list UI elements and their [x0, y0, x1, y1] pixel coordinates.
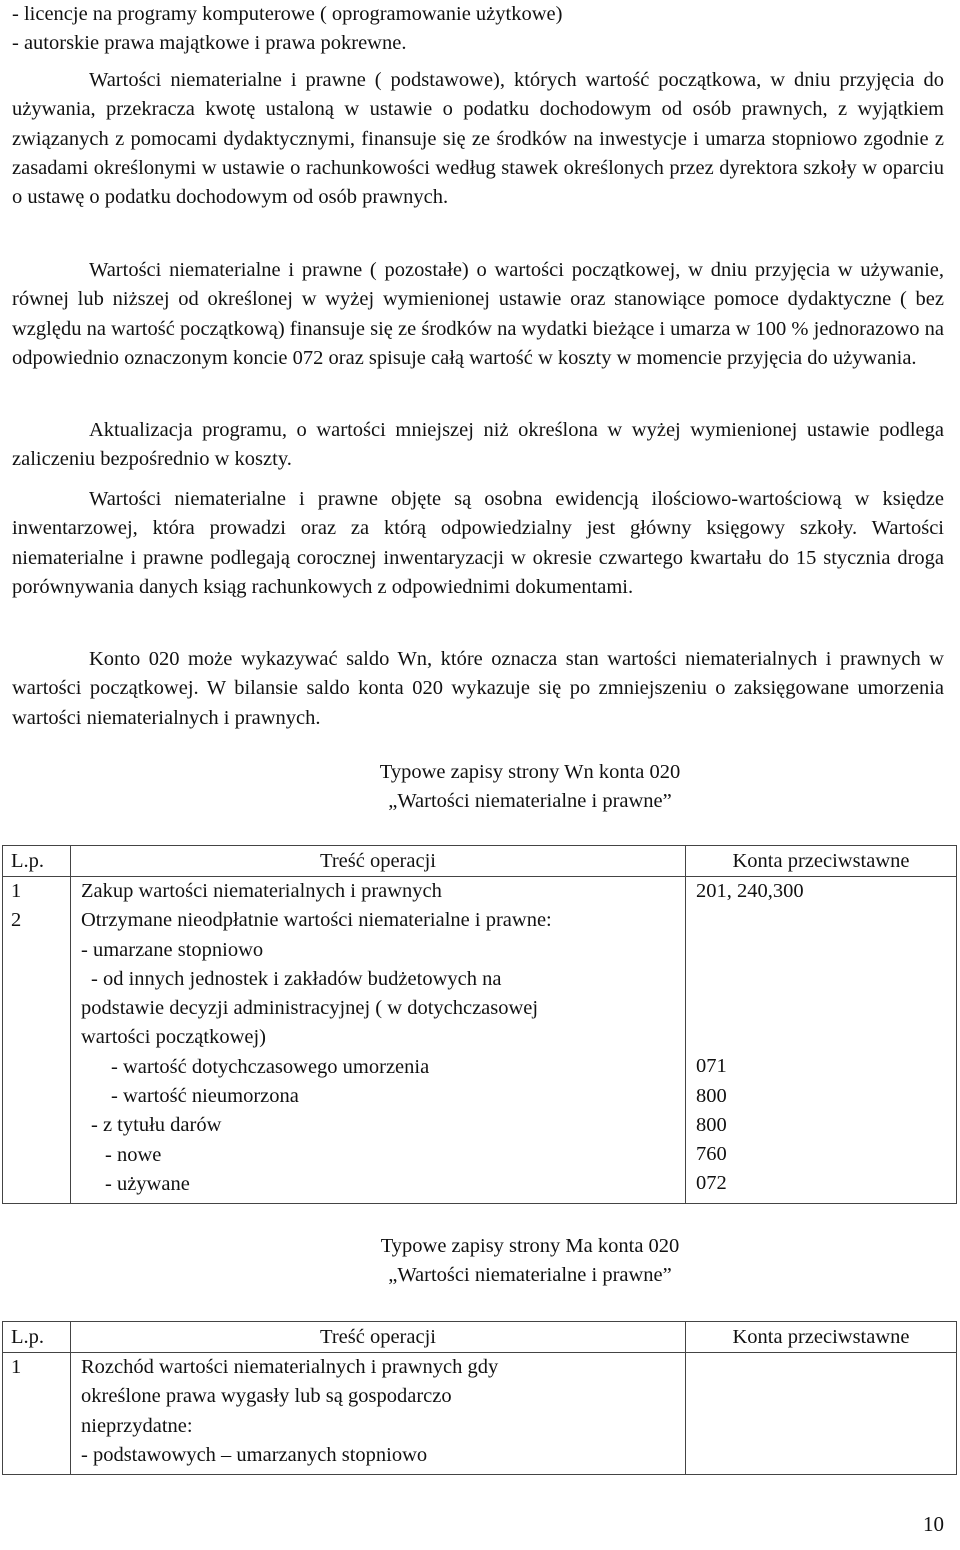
paragraph-5 — [12, 645, 944, 733]
operation-line: Zakup wartości niematerialnych i prawnych — [81, 880, 442, 902]
account-value: 072 — [696, 1172, 727, 1195]
account-value: 071 — [696, 1055, 727, 1078]
table-title: Typowe zapisy strony Ma konta 020 — [380, 1235, 680, 1257]
table-header-row — [3, 1322, 957, 1353]
table-wn — [2, 845, 957, 1204]
paragraph-text: Wartości niematerialne i prawne objęte są osobna ewidencją ilościowo-wartościową w księdze inwentarzowej, która prowadzi oraz za którą odpowiedzialny jest główny księgowy szkoły. Wartości niematerialne i prawne podlegają corocznej inwentaryzacji w okresie czwartego kwartału do 15 stycznia droga porównywania danych ksiąg rachunkowych z odpowiednimi dokumentami. — [12, 488, 944, 598]
operation-line: - wartość nieumorzona — [111, 1085, 299, 1108]
operation-line: wartości początkowej) — [81, 1026, 266, 1049]
top-list — [12, 0, 944, 59]
account-value: 800 — [696, 1113, 727, 1136]
operation-line: - od innych jednostek i zakładów budżetowych na — [91, 967, 502, 990]
list-item: - licencje na programy komputerowe ( oprogramowanie użytkowe) — [12, 3, 563, 25]
account-value: 800 — [696, 1084, 727, 1107]
operation-line: Otrzymane nieodpłatnie wartości niematerialne i prawne: — [81, 909, 552, 932]
operation-line: - używane — [105, 1172, 190, 1195]
lp-value: 1 — [11, 1356, 22, 1378]
account-value: 201, 240,300 — [696, 880, 804, 902]
header-operation: Treść operacji — [71, 1322, 686, 1353]
table-ma — [2, 1321, 957, 1475]
operation-line: określone prawa wygasły lub są gospodarczo — [81, 1385, 452, 1408]
paragraph-text: Aktualizacja programu, o wartości mniejszej niż określona w wyżej wymienionej ustawie podlega zaliczeniu bezpośrednio w koszty. — [12, 419, 944, 471]
operation-cell — [71, 877, 686, 1204]
paragraph-text: Konto 020 może wykazywać saldo Wn, które oznacza stan wartości niematerialnych i prawnych w wartości początkowej. W bilansie saldo konta 020 wykazuje się po zmniejszeniu o zaksięgowane umorzenia wartości niematerialnych i prawnych. — [12, 648, 944, 729]
page-number: 10 — [923, 1512, 944, 1536]
paragraph-3 — [12, 416, 944, 475]
paragraph-text: Wartości niematerialne i prawne ( podstawowe), których wartość początkowa, w dniu przyjęcia do używania, przekracza kwotę ustaloną w ustawie o podatku dochodowym od osób prawnych, z wyjątkiem związanych z pomocami dydaktycznymi, finansuje się ze środków na inwestycje i umarza stopniowo zgodnie z zasadami określonymi w ustawie o rachunkowości według stawek określonych przez dyrektora szkoły w oparciu o ustawę o podatku dochodowym od osób prawnych. — [12, 69, 944, 209]
operation-line: - z tytułu darów — [91, 1114, 222, 1137]
accounts-cell — [686, 877, 957, 1204]
account-value: 760 — [696, 1143, 727, 1166]
paragraph-4 — [12, 485, 944, 602]
operation-cell — [71, 1353, 686, 1475]
list-item: - autorskie prawa majątkowe i prawa pokrewne. — [12, 32, 407, 55]
lp-value: 2 — [11, 909, 22, 932]
operation-line: - umarzane stopniowo — [81, 938, 264, 961]
lp-cell — [3, 1353, 71, 1475]
header-lp: L.p. — [3, 846, 71, 877]
table-row — [3, 1353, 957, 1475]
operation-line: podstawie decyzji administracyjnej ( w dotychczasowej — [81, 997, 539, 1020]
table-header-row — [3, 846, 957, 877]
header-accounts: Konta przeciwstawne — [686, 1322, 957, 1353]
table-subtitle: „Wartości niematerialne i prawne” — [388, 790, 672, 812]
operation-line: - wartość dotychczasowego umorzenia — [111, 1055, 430, 1078]
paragraph-text: Wartości niematerialne i prawne ( pozostałe) o wartości początkowej, w dniu przyjęcia w używanie, równej lub niższej od określonej w wyżej wymienionej ustawie oraz stanowiące pomoce dydaktyczne ( bez względu na wartość początkową) finansuje się ze środków na wydatki bieżące i umarza w 100 % jednorazowo na odpowiednio oznaczonym koncie 072 oraz spisuje całą wartość w koszty w momencie przyjęcia do używania. — [12, 259, 944, 369]
table-title: Typowe zapisy strony Wn konta 020 — [379, 761, 681, 783]
lp-cell — [3, 877, 71, 1204]
paragraph-2 — [12, 256, 944, 373]
header-operation: Treść operacji — [71, 846, 686, 877]
table-row — [3, 877, 957, 1204]
operation-line: Rozchód wartości niematerialnych i prawnych gdy — [81, 1356, 499, 1378]
header-lp: L.p. — [3, 1322, 71, 1353]
paragraph-1 — [12, 66, 944, 212]
accounts-cell — [686, 1353, 957, 1475]
header-accounts: Konta przeciwstawne — [686, 846, 957, 877]
lp-value: 1 — [11, 880, 22, 902]
table-ma-title — [12, 1232, 960, 1290]
operation-line: nieprzydatne: — [81, 1414, 193, 1437]
table-subtitle: „Wartości niematerialne i prawne” — [388, 1264, 672, 1286]
operation-line: - podstawowych – umarzanych stopniowo — [81, 1443, 428, 1466]
table-wn-title — [12, 758, 960, 816]
operation-line: - nowe — [105, 1143, 162, 1166]
